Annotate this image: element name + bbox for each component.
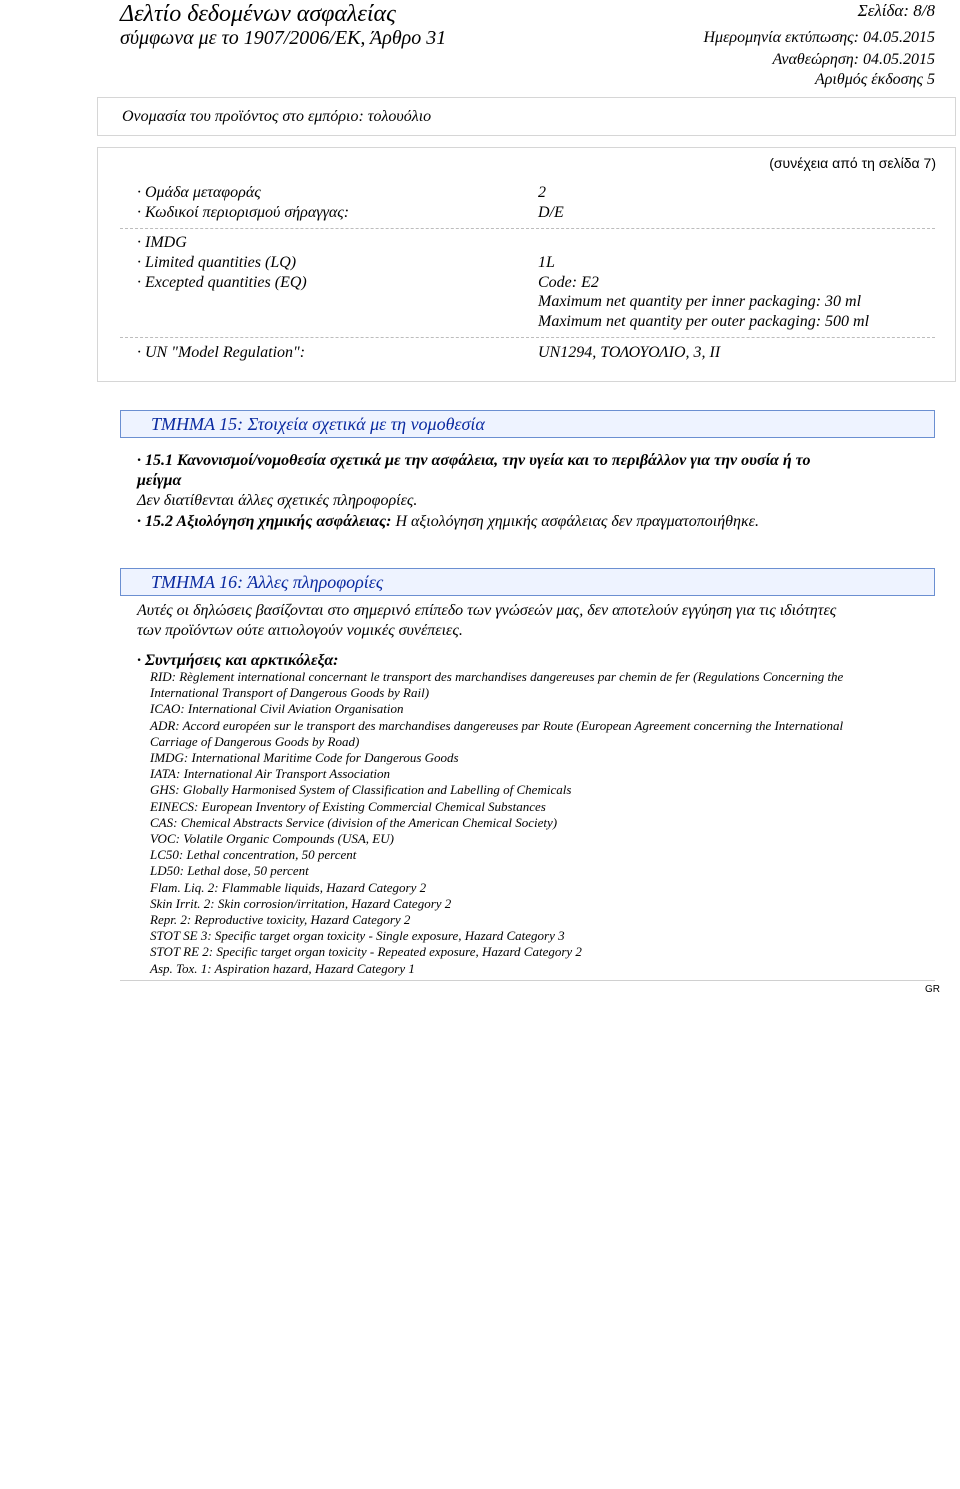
product-name: Ονομασία του προϊόντος στο εμπόριο: τολουόλιο xyxy=(97,97,956,136)
model-regulation-value: UN1294, ΤΟΛΟΥΟΛΙΟ, 3, II xyxy=(538,344,721,361)
section-15-2-text: Η αξιολόγηση χημικής ασφάλειας δεν πραγματοποιήθηκε. xyxy=(395,513,759,530)
divider xyxy=(120,337,935,338)
list-item: GHS: Globally Harmonised System of Classification and Labelling of Chemicals xyxy=(150,782,572,798)
section-15-1-title: · 15.1 Κανονισμοί/νομοθεσία σχετικά με την ασφάλεια, την υγεία και το περιβάλλον για την ουσία ή το xyxy=(137,452,811,469)
divider xyxy=(120,228,935,229)
tunnel-code-label: · Κωδικοί περιορισμού σήραγγας: xyxy=(137,204,350,221)
model-regulation-label: · UN "Model Regulation": xyxy=(137,344,306,361)
list-item: Asp. Tox. 1: Aspiration hazard, Hazard Category 1 xyxy=(150,960,415,976)
eq-label: · Excepted quantities (EQ) xyxy=(137,274,307,291)
eq-inner-packaging: Maximum net quantity per inner packaging: 30 ml xyxy=(538,293,862,310)
list-item: IMDG: International Maritime Code for Dangerous Goods xyxy=(150,750,459,766)
lq-value: 1L xyxy=(538,254,555,271)
abbreviations-list xyxy=(150,669,940,977)
list-item: Repr. 2: Reproductive toxicity, Hazard Category 2 xyxy=(150,912,411,928)
disclaimer-line-2: των προϊόντων ούτε αιτιολογούν νομικές συνέπειες. xyxy=(137,622,463,639)
list-item: VOC: Volatile Organic Compounds (USA, EU) xyxy=(150,831,394,847)
tunnel-code-value: D/E xyxy=(538,204,564,221)
section-15-1-title-cont: μείγμα xyxy=(137,472,182,489)
document-title: Δελτίο δεδομένων ασφαλείας xyxy=(120,1,396,27)
list-item: Flam. Liq. 2: Flammable liquids, Hazard Category 2 xyxy=(150,879,427,895)
list-item: Skin Irrit. 2: Skin corrosion/irritation, Hazard Category 2 xyxy=(150,895,452,911)
footer-divider xyxy=(120,980,935,981)
continuation-note: (συνέχεια από τη σελίδα 7) xyxy=(769,155,936,171)
list-item: LD50: Lethal dose, 50 percent xyxy=(150,863,309,879)
section-15-2-line xyxy=(137,512,759,532)
list-item: RID: Règlement international concernant le transport des marchandises dangereuses par chemin de fer (Regulations Concerning the xyxy=(150,669,844,684)
list-item: IATA: International Air Transport Association xyxy=(150,766,391,782)
transport-group-value: 2 xyxy=(538,184,546,201)
section-15-1-text: Δεν διατίθενται άλλες σχετικές πληροφορίες. xyxy=(137,492,418,509)
list-item: ICAO: International Civil Aviation Organisation xyxy=(150,701,404,717)
lq-label: · Limited quantities (LQ) xyxy=(137,254,297,271)
eq-code: Code: E2 xyxy=(538,274,599,291)
abbreviations-title: · Συντμήσεις και αρκτικόλεξα: xyxy=(137,652,339,669)
list-item: CAS: Chemical Abstracts Service (division of the American Chemical Society) xyxy=(150,814,558,830)
transport-group-label: · Ομάδα μεταφοράς xyxy=(137,184,261,201)
regulation-subtitle: σύμφωνα με το 1907/2006/ΕΚ, Άρθρο 31 xyxy=(120,27,447,49)
version-number: Αριθμός έκδοσης 5 xyxy=(814,71,935,88)
list-item: International Transport of Dangerous Goods by Rail) xyxy=(150,685,430,701)
section-15-2-title: · 15.2 Αξιολόγηση χημικής ασφάλειας: xyxy=(137,513,392,530)
disclaimer-line-1: Αυτές οι δηλώσεις βασίζονται στο σημερινό επίπεδο των γνώσεών μας, δεν αποτελούν εγγύηση για τις ιδιότητες xyxy=(137,602,837,619)
country-code: GR xyxy=(925,984,940,995)
list-item: Carriage of Dangerous Goods by Road) xyxy=(150,733,360,749)
section-16-heading: ΤΜΗΜΑ 16: Άλλες πληροφορίες xyxy=(120,568,935,596)
list-item: STOT RE 2: Specific target organ toxicity - Repeated exposure, Hazard Category 2 xyxy=(150,944,582,960)
list-item: STOT SE 3: Specific target organ toxicity - Single exposure, Hazard Category 3 xyxy=(150,928,565,944)
list-item: LC50: Lethal concentration, 50 percent xyxy=(150,847,357,863)
section-15-heading: ΤΜΗΜΑ 15: Στοιχεία σχετικά με τη νομοθεσία xyxy=(120,410,935,438)
revision-date: Αναθεώρηση: 04.05.2015 xyxy=(772,51,935,68)
list-item: EINECS: European Inventory of Existing Commercial Chemical Substances xyxy=(150,798,546,814)
page-number: Σελίδα: 8/8 xyxy=(857,1,935,20)
print-date: Ημερομηνία εκτύπωσης: 04.05.2015 xyxy=(703,29,935,46)
imdg-label: · IMDG xyxy=(137,234,187,251)
list-item: ADR: Accord européen sur le transport des marchandises dangereuses par Route (European Agreement concerning the International xyxy=(150,717,844,733)
eq-outer-packaging: Maximum net quantity per outer packaging: 500 ml xyxy=(538,313,870,330)
